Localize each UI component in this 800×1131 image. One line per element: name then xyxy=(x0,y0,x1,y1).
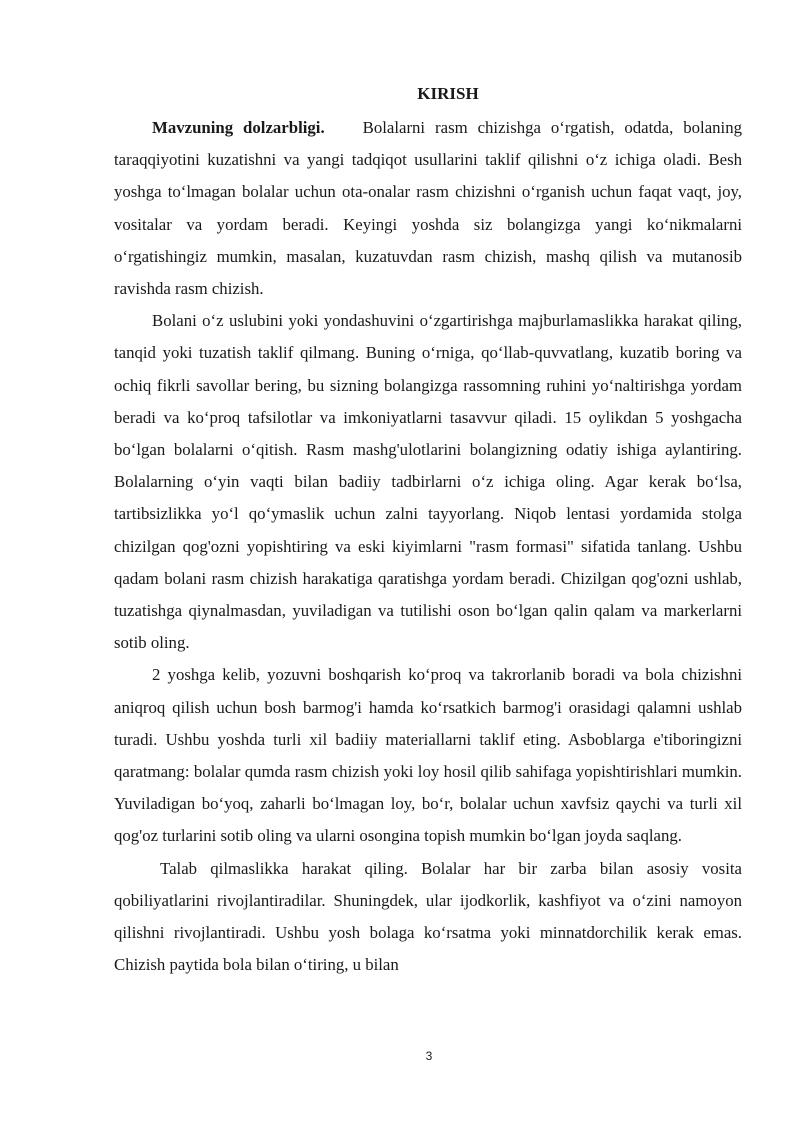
paragraph-2: Bolani oʻz uslubini yoki yondashuvini oʻzgartirishga majburlamaslikka harakat qiling, tanqid yoki tuzatish taklif qilmang. Buning oʻrniga, qoʻllab-quvvatlang, kuzatib boring va ochiq fikrli savollar bering, bu sizning bolangizga rassomning ruhini yoʻnaltirishga yordam beradi va koʻproq tafsilotlar va imkoniyatlarni tasavvur qiladi. 15 oylikdan 5 yoshgacha boʻlgan bolalarni oʻqitish. Rasm mashg'ulotlarini bolangizning odatiy ishiga aylantiring. Bolalarning oʻyin vaqti bilan badiiy tadbirlarni oʻz ichiga oling. Agar kerak boʻlsa, tartibsizlikka yoʻl qoʻymaslik uchun zalni tayyorlang. Niqob lentasi yordamida stolga chizilgan qog'ozni yopishtiring va eski kiyimlarni "rasm formasi" sifatida tanlang. Ushbu qadam bolani rasm chizish harakatiga qaratishga yordam beradi. Chizilgan qog'ozni ushlab, tuzatishga qiynalmasdan, yuviladigan va tutilishi oson boʻlgan qalin qalam va markerlarni sotib oling. xyxy=(114,311,742,653)
page-title: KIRISH xyxy=(417,84,479,103)
paragraph-lead: Mavzuning dolzarbligi. xyxy=(152,118,325,137)
page-number: 3 xyxy=(425,1049,433,1063)
paragraph-relevance xyxy=(114,112,742,305)
paragraph-text: Bolalarni rasm chizishga oʻrgatish, odatda, bolaning taraqqiyotini kuzatishni va yangi tadqiqot usullarini taklif qilishni oʻz ichiga oladi. Besh yoshga toʻlmagan bolalar uchun ota-onalar rasm chizishni oʻrganish uchun faqat vaqt, joy, vositalar va yordam beradi. Keyingi yoshda siz bolangizga yangi koʻnikmalarni oʻrgatishingiz mumkin, masalan, kuzatuvdan rasm chizish, mashq qilish va mutanosib ravishda rasm chizish. xyxy=(114,118,742,299)
paragraph-4: Talab qilmaslikka harakat qiling. Bolalar har bir zarba bilan asosiy vosita qobiliyatlarini rivojlantiradilar. Shuningdek, ular ijodkorlik, kashfiyot va oʻzini namoyon qilishni rivojlantiradi. Ushbu yosh bolaga koʻrsatma yoki minnatdorchilik kerak emas. Chizish paytida bola bilan oʻtiring, u bilan xyxy=(114,858,742,975)
paragraph-3: 2 yoshga kelib, yozuvni boshqarish koʻproq va takrorlanib boradi va bola chizishni aniqroq qilish uchun bosh barmog'i hamda koʻrsatkich barmog'i orasidagi qalamni ushlab turadi. Ushbu yoshda turli xil badiiy materiallarni taklif eting. Asboblarga e'tiboringizni qaratmang: bolalar qumda rasm chizish yoki loy hosil qilib sahifaga yopishtirishlari mumkin. Yuviladigan boʻyoq, zaharli boʻlmagan loy, boʻr, bolalar uchun xavfsiz qaychi va turli xil qog'oz turlarini sotib oling va ularni osongina topish mumkin boʻlgan joyda saqlang. xyxy=(114,665,742,846)
document-page xyxy=(114,80,742,981)
